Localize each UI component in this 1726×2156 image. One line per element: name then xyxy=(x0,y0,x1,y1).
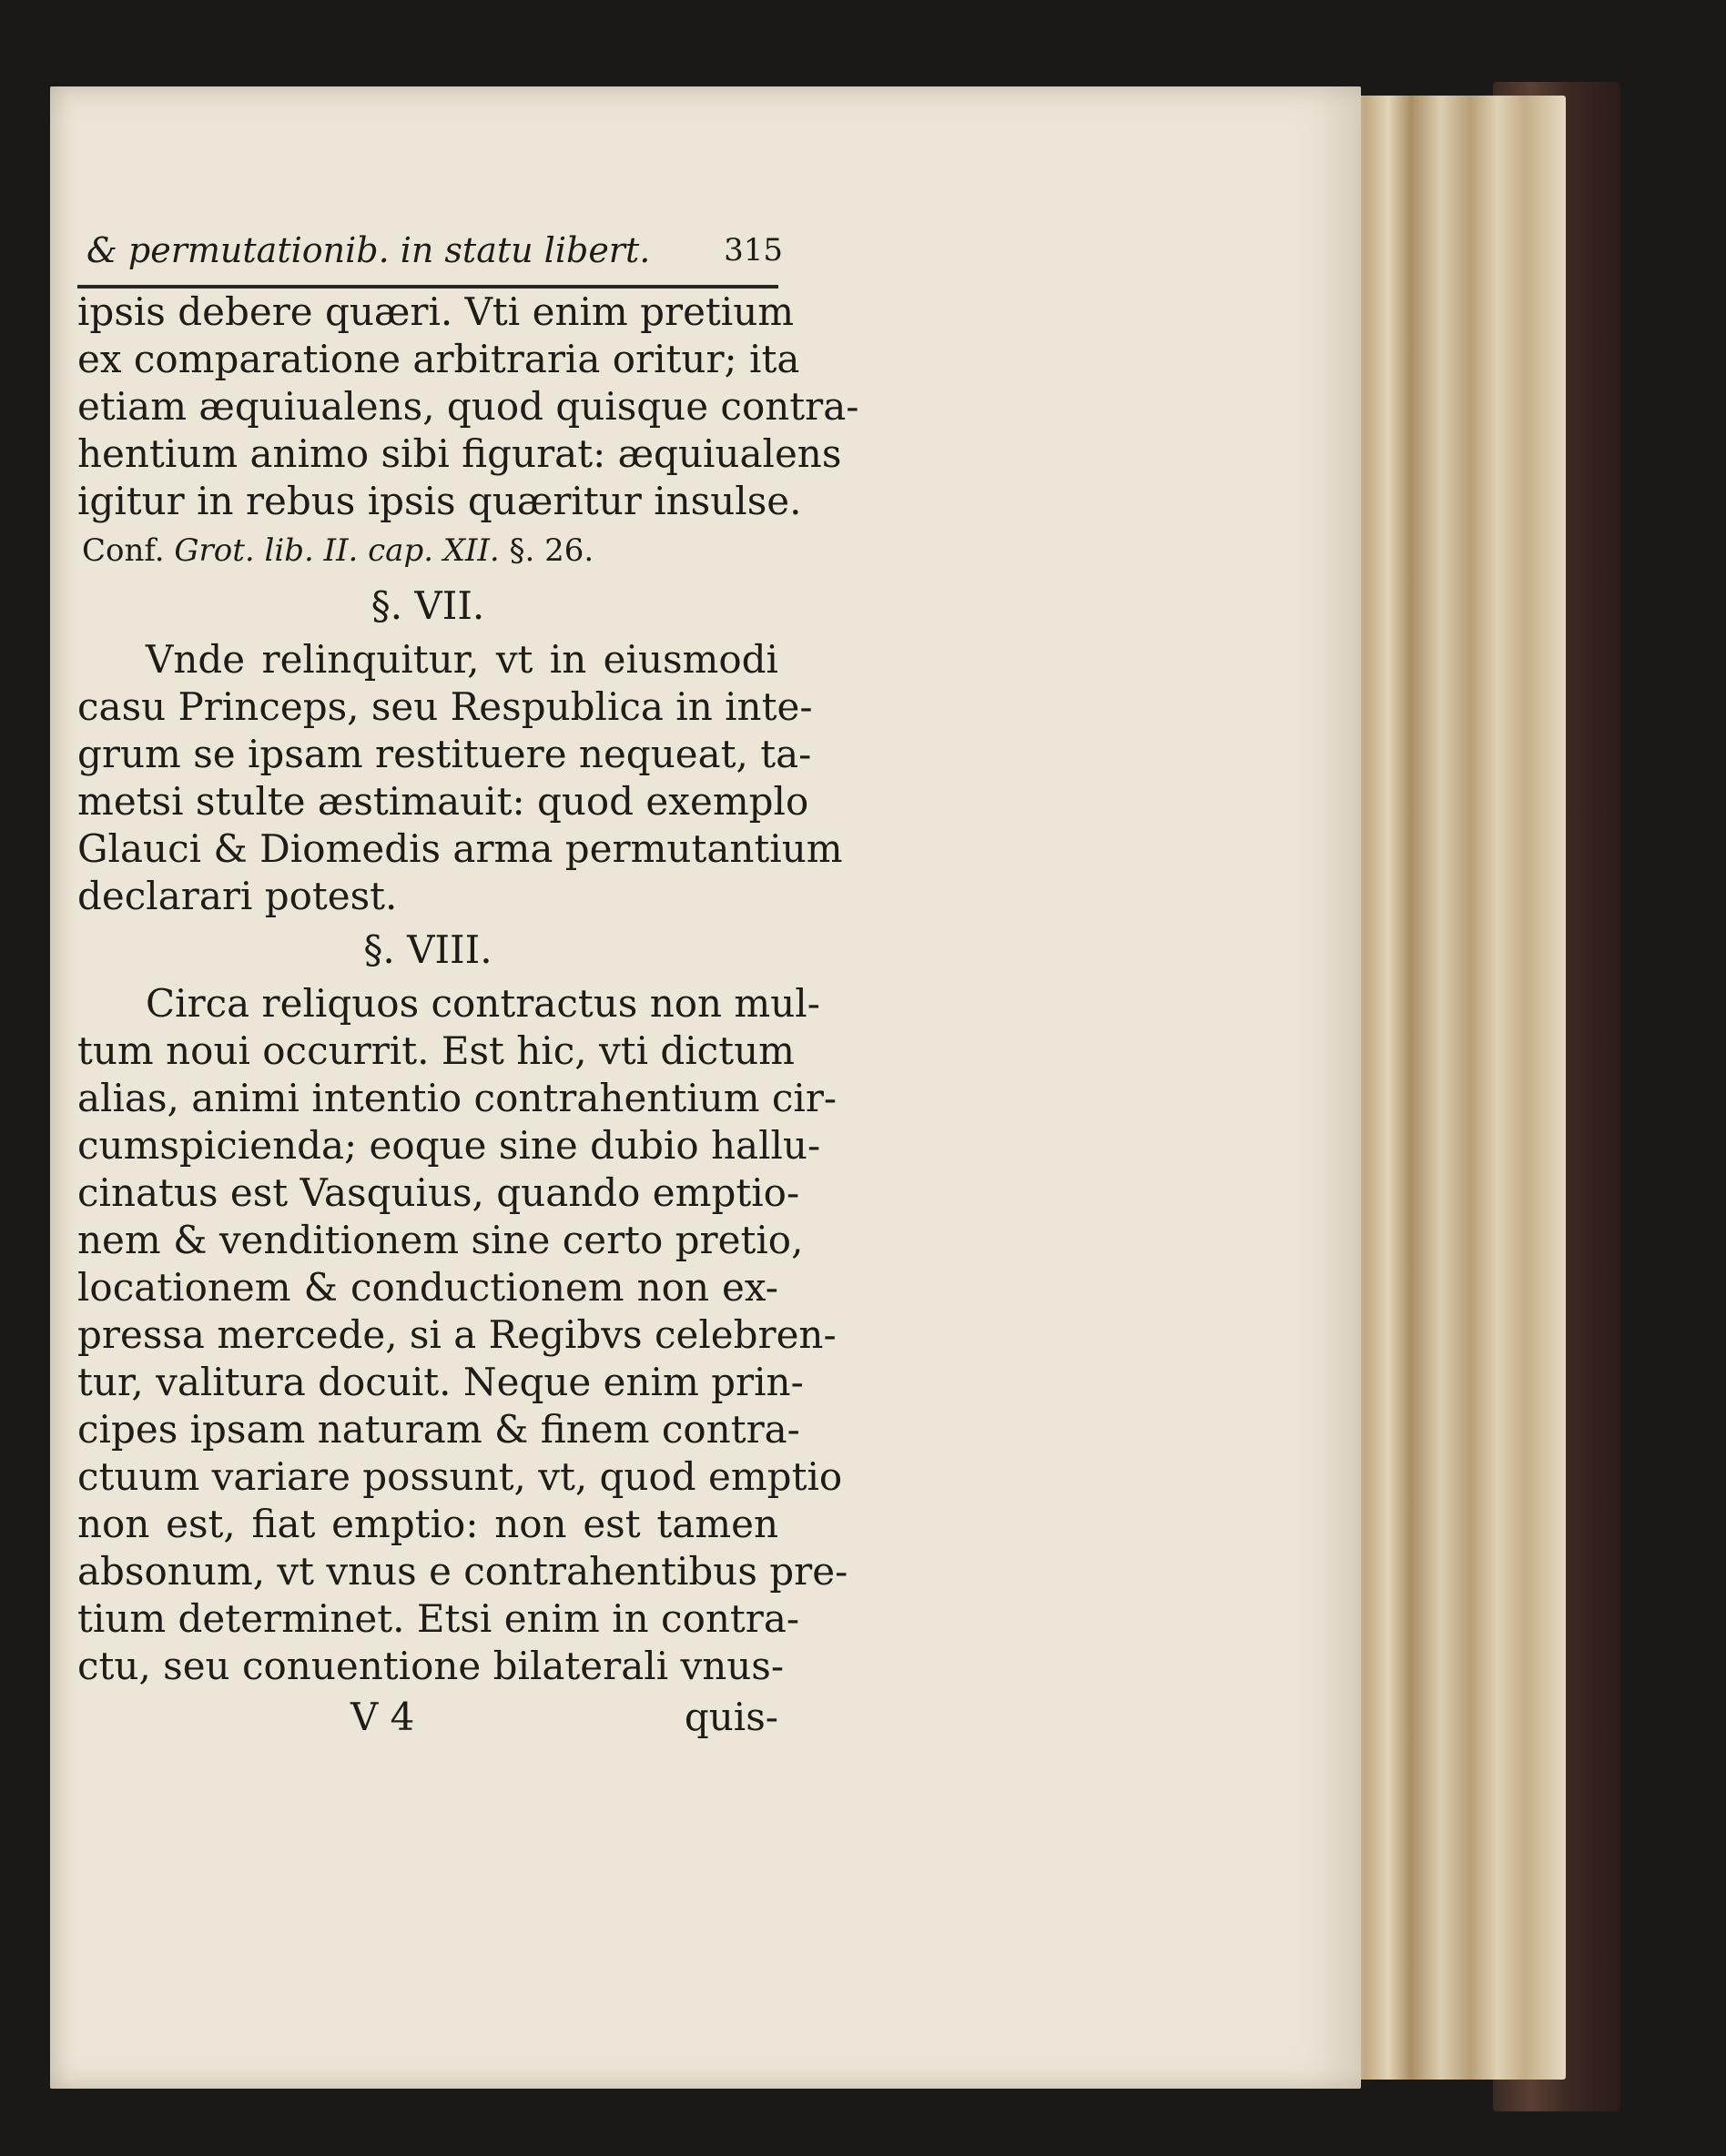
page-number: 315 xyxy=(724,232,783,268)
text-line: grum se ipsam restituere nequeat, ta- xyxy=(77,732,812,776)
text-line: etiam æquiualens, quod quisque contra- xyxy=(77,384,859,429)
signature-mark: V 4 xyxy=(350,1695,415,1739)
text-line: tum noui occurrit. Est hic, vti dictum xyxy=(77,1028,795,1073)
text-line: alias, animi intentio contrahentium cir- xyxy=(77,1076,838,1120)
catchword: quis- xyxy=(684,1695,778,1739)
running-title: & permutationib. in statu libert. xyxy=(86,230,651,270)
text-line: hentium animo sibi figurat: æquiualens xyxy=(77,431,842,476)
reference-citation: Grot. lib. II. cap. XII. xyxy=(174,532,500,569)
page-footer xyxy=(77,1690,778,1745)
text-line: Vnde relinquitur, vt in eiusmodi xyxy=(146,637,778,682)
text-line: tur, valitura docuit. Neque enim prin- xyxy=(77,1360,804,1404)
text-line: cumspicienda; eoque sine dubio hallu- xyxy=(77,1123,821,1168)
reference-section: §. 26. xyxy=(509,532,594,569)
text-line: metsi stulte æstimauit: quod exemplo xyxy=(77,779,809,824)
text-line: ex comparatione arbitraria oritur; ita xyxy=(77,337,800,381)
section-heading-vii: §. VII. xyxy=(371,583,485,628)
text-line: tium determinet. Etsi enim in contra- xyxy=(77,1596,800,1641)
section-viii-body xyxy=(77,980,848,1690)
text-line: pressa mercede, si a Regibvs celebren- xyxy=(77,1312,837,1357)
text-line: ipsis debere quæri. Vti enim pretium xyxy=(77,289,795,334)
page-fore-edge xyxy=(1338,96,1566,2080)
reference-note xyxy=(77,525,783,576)
text-line: ctuum variare possunt, vt, quod emptio xyxy=(77,1454,843,1499)
section-heading-viii: §. VIII. xyxy=(363,927,492,972)
running-header xyxy=(77,223,783,278)
text-line: locationem & conductionem non ex- xyxy=(77,1265,778,1310)
text-line: Glauci & Diomedis arma permutantium xyxy=(77,826,843,871)
reference-prefix: Conf. xyxy=(82,532,165,569)
text-line: non est, fiat emptio: non est tamen xyxy=(77,1502,778,1546)
text-line: casu Princeps, seu Respublica in inte- xyxy=(77,684,813,729)
text-line: Circa reliquos contractus non mul- xyxy=(146,981,820,1026)
text-block xyxy=(77,223,859,1745)
text-line: igitur in rebus ipsis quæritur insulse. xyxy=(77,479,802,523)
paragraph-1 xyxy=(77,288,859,525)
text-line: declarari potest. xyxy=(77,874,398,918)
text-line: ctu, seu conuentione bilaterali vnus- xyxy=(77,1644,785,1688)
text-line: cinatus est Vasquius, quando emptio- xyxy=(77,1170,800,1215)
section-vii-body xyxy=(77,636,843,920)
text-line: nem & venditionem sine certo pretio, xyxy=(77,1218,804,1262)
text-line: cipes ipsam naturam & finem contra- xyxy=(77,1407,800,1452)
text-line: absonum, vt vnus e contrahentibus pre- xyxy=(77,1549,848,1594)
